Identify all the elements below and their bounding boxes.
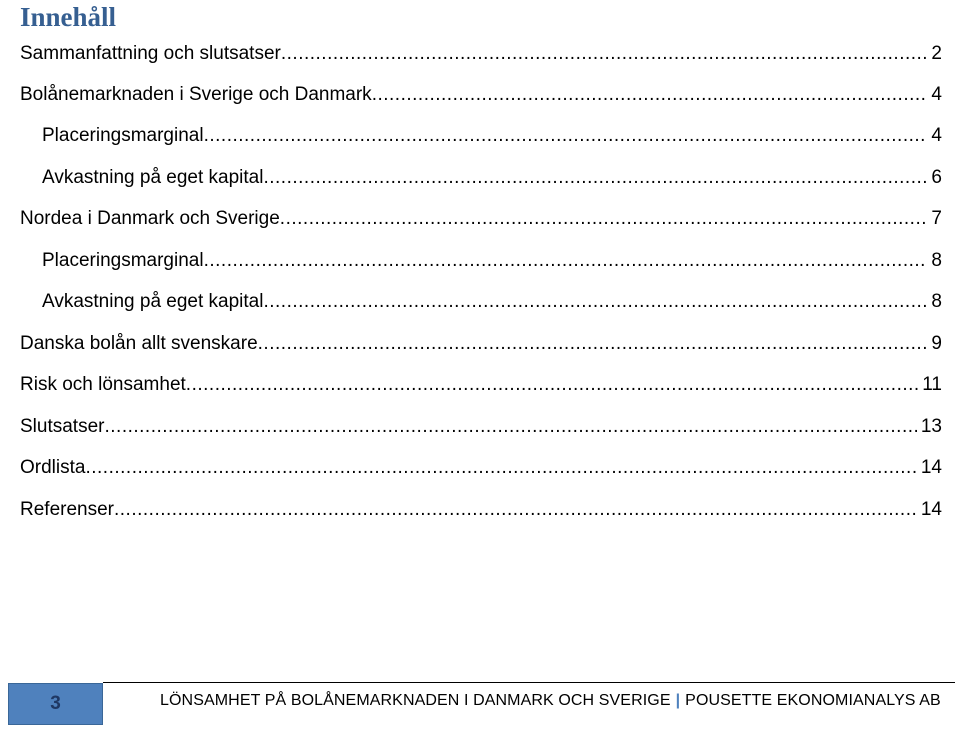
toc-entry-label: Placeringsmarginal — [42, 125, 204, 146]
toc-dot-leader — [186, 373, 918, 397]
toc-entry[interactable] — [20, 498, 942, 522]
toc-entry-page: 6 — [931, 167, 942, 188]
toc-entry[interactable] — [20, 332, 942, 356]
toc-entry-label: Referenser — [20, 499, 114, 520]
toc-dot-leader — [204, 124, 928, 148]
toc-entry-label: Danska bolån allt svenskare — [20, 333, 258, 354]
toc-entry[interactable] — [42, 249, 942, 273]
toc-entry-page: 4 — [931, 84, 942, 105]
toc-entry-page: 14 — [920, 499, 942, 520]
toc-dot-leader — [204, 249, 928, 273]
toc-entry-page: 13 — [920, 416, 942, 437]
footer-separator: | — [675, 692, 681, 709]
toc-dot-leader — [258, 332, 928, 356]
toc-entry[interactable] — [20, 42, 942, 66]
toc-dot-leader — [263, 166, 927, 190]
toc-entry-page: 14 — [920, 457, 942, 478]
toc-entry-label: Sammanfattning och slutsatser — [20, 43, 281, 64]
toc-entry[interactable] — [42, 124, 942, 148]
toc-dot-leader — [281, 42, 928, 66]
toc-entry-page: 4 — [931, 125, 942, 146]
toc-dot-leader — [280, 207, 928, 231]
toc-dot-leader — [372, 83, 928, 107]
toc-entry[interactable] — [20, 83, 942, 107]
toc-entry[interactable] — [20, 373, 942, 397]
toc-dot-leader — [263, 290, 927, 314]
footer-running-title — [160, 690, 941, 712]
toc-dot-leader — [104, 415, 916, 439]
footer-divider — [103, 682, 955, 683]
toc-entry-label: Bolånemarknaden i Sverige och Danmark — [20, 84, 372, 105]
toc-heading: Innehåll — [20, 2, 117, 32]
toc-entry[interactable] — [20, 456, 942, 480]
toc-entry-label: Avkastning på eget kapital — [42, 167, 264, 188]
footer-document-title: LÖNSAMHET PÅ BOLÅNEMARKNADEN I DANMARK OCH SVERIGE — [160, 692, 671, 709]
toc-entry[interactable] — [42, 290, 942, 314]
toc-entry-label: Avkastning på eget kapital — [42, 291, 264, 312]
footer-page-number: 3 — [50, 693, 61, 714]
toc-dot-leader — [85, 456, 916, 480]
footer-author: POUSETTE EKONOMIANALYS AB — [685, 692, 941, 709]
footer-page-number-box — [8, 683, 103, 725]
toc-entry-page: 7 — [931, 208, 942, 229]
toc-entry-label: Slutsatser — [20, 416, 105, 437]
toc-entry[interactable] — [42, 166, 942, 190]
toc-entry-page: 11 — [922, 374, 942, 395]
toc-entry-page: 2 — [931, 43, 942, 64]
toc-entry-label: Nordea i Danmark och Sverige — [20, 208, 280, 229]
toc-entry-label: Ordlista — [20, 457, 86, 478]
toc-entry-label: Placeringsmarginal — [42, 250, 204, 271]
toc-entry-page: 8 — [931, 291, 942, 312]
toc-entry-page: 9 — [931, 333, 942, 354]
toc-entry-label: Risk och lönsamhet — [20, 374, 186, 395]
toc-dot-leader — [114, 498, 917, 522]
toc-entry[interactable] — [20, 207, 942, 231]
toc-entry[interactable] — [20, 415, 942, 439]
toc-entry-page: 8 — [931, 250, 942, 271]
